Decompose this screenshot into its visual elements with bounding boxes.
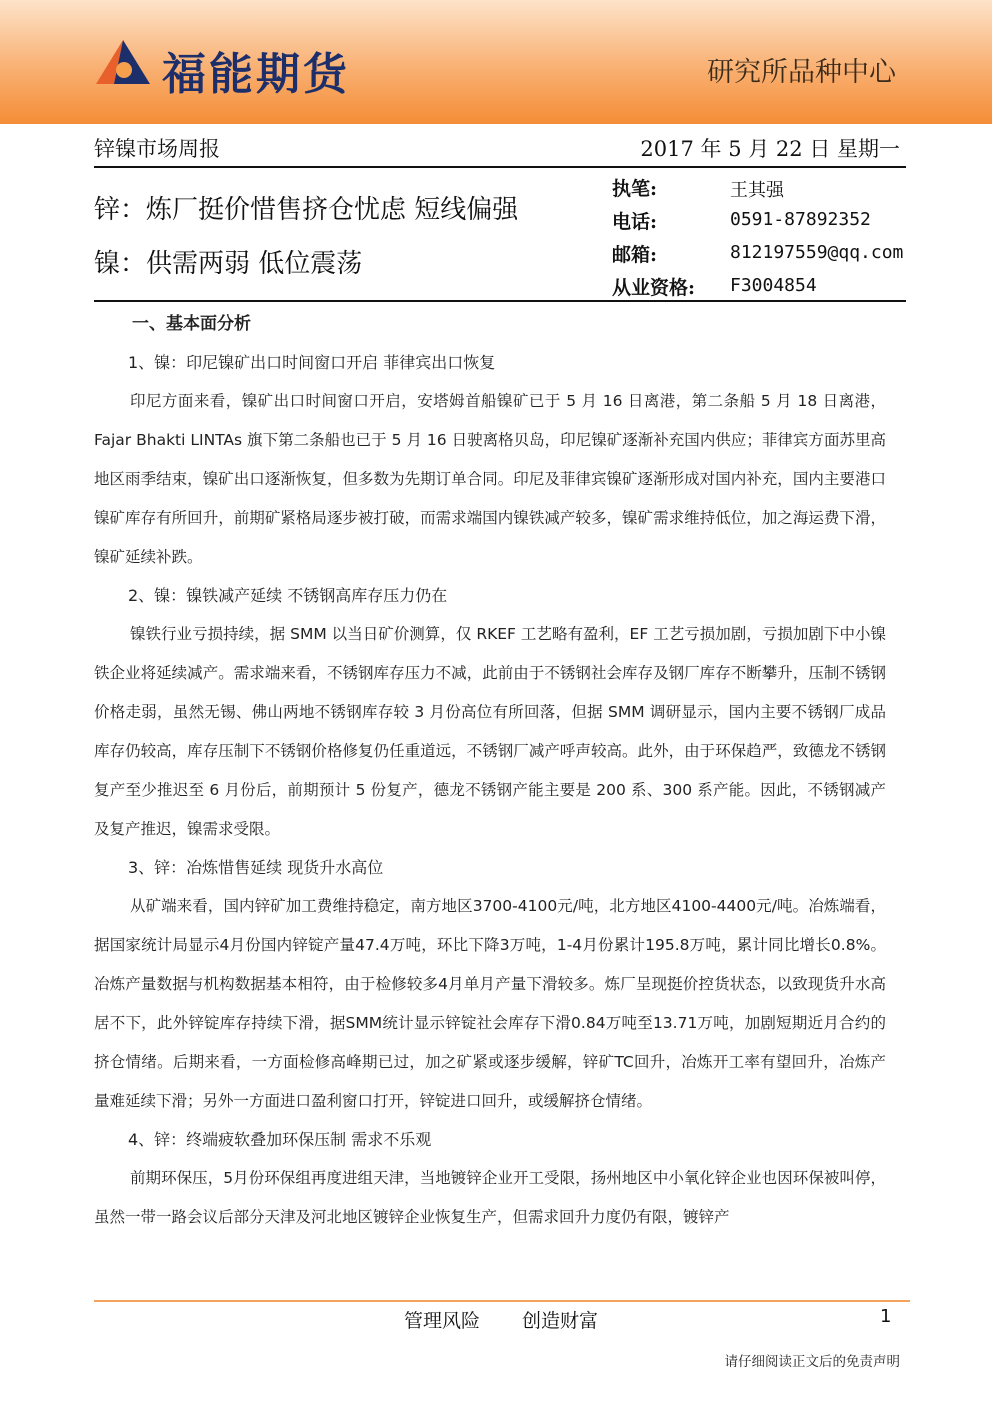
subsection-title: 1、镍：印尼镍矿出口时间窗口开启 菲律宾出口恢复 [128,353,496,372]
author-row-phone [612,205,906,238]
headlines [94,188,594,296]
department-name: 研究所品种中心 [707,57,896,88]
email-value: 812197559@qq.com [730,242,904,263]
author-value: 王其强 [730,180,784,201]
divider-bottom [94,300,906,302]
page-number: 1 [880,1306,892,1327]
footer-motto: 管理风险 创造财富 [404,1310,599,1332]
email-label: 邮箱: [612,244,658,266]
report-date: 2017 年 5 月 22 日 星期一 [640,137,900,161]
report-title: 锌镍市场周报 [94,137,220,161]
license-label: 从业资格: [612,277,696,299]
paragraph: 前期环保压，5月份环保组再度进组天津，当地镀锌企业开工受限，扬州地区中小氧化锌企业也因环保被叫停，虽然一带一路会议后部分天津及河北地区镀锌企业恢复生产，但需求回升力度仍有限，镀锌产 [94,1169,886,1226]
phone-value: 0591-87892352 [730,209,871,230]
author-label: 执笔: [612,178,658,200]
company-logo-icon [94,38,152,86]
report-body [94,308,886,1237]
author-row-email [612,238,906,271]
header-banner [0,0,992,124]
divider-top [94,166,906,168]
author-info [612,172,906,304]
paragraph: 从矿端来看，国内锌矿加工费维持稳定，南方地区3700-4100元/吨，北方地区4100-4400元/吨。冶炼端看，据国家统计局显示4月份国内锌锭产量47.4万吨，环比下降3万吨，1-4月份累计195.8万吨，累计同比增长0.8%。冶炼产量数据与机构数据基本相符，由于检修较多4月单月产量下滑较多。炼厂呈现挺价控货状态，以致现货升水高居不下，此外锌锭库存持续下滑，据SMM统计显示锌锭社会库存下滑0.84万吨至13.71万吨，加剧短期近月合约的挤仓情绪。后期来看，一方面检修高峰期已过，加之矿紧或逐步缓解，锌矿TC回升，冶炼开工率有望回升，冶炼产量难延续下滑；另外一方面进口盈利窗口打开，锌锭进口回升，或缓解挤仓情绪。 [94,897,886,1110]
headline-nickel: 镍：供需两弱 低位震荡 [94,249,363,279]
paragraph: 印尼方面来看，镍矿出口时间窗口开启，安塔姆首船镍矿已于 5 月 16 日离港，第二条船 5 月 18 日离港，Fajar Bhakti LINTAs 旗下第二条船也已于 5 月 16 日驶离格贝岛，印尼镍矿逐渐补充国内供应；菲律宾方面苏里高地区雨季结束，镍矿出口逐渐恢复，但多数为先期订单合同。印尼及菲律宾镍矿逐渐形成对国内补充，国内主要港口镍矿库存有所回升，前期矿紧格局逐步被打破，而需求端国内镍铁减产较多，镍矿需求维持低位，加之海运费下滑，镍矿延续补跌。 [94,392,886,566]
subsection-title: 4、锌：终端疲软叠加环保压制 需求不乐观 [128,1130,432,1149]
disclaimer-note: 请仔细阅读正文后的免责声明 [724,1354,900,1370]
headline-zinc: 锌：炼厂挺价惜售挤仓忧虑 短线偏强 [94,195,519,225]
author-row-writer [612,172,906,205]
license-value: F3004854 [730,275,817,296]
subsection-title: 3、锌：冶炼惜售延续 现货升水高位 [128,858,384,877]
report-info-row [94,130,900,162]
footer-divider [94,1300,910,1302]
company-name: 福能期货 [162,49,350,100]
paragraph: 镍铁行业亏损持续，据 SMM 以当日矿价测算，仅 RKEF 工艺略有盈利，EF 工艺亏损加剧，亏损加剧下中小镍铁企业将延续减产。需求端来看，不锈钢库存压力不减，此前由于不锈钢社会库存及钢厂库存不断攀升，压制不锈钢价格走弱，虽然无锡、佛山两地不锈钢库存较 3 月份高位有所回落，但据 SMM 调研显示，国内主要不锈钢厂成品库存仍较高，库存压制下不锈钢价格修复仍任重道远，不锈钢厂减产呼声较高。此外，由于环保趋严，致德龙不锈钢复产至少推迟至 6 月份后，前期预计 5 份复产，德龙不锈钢产能主要是 200 系、300 系产能。因此，不锈钢减产及复产推迟，镍需求受限。 [94,625,886,838]
subsection-title: 2、镍：镍铁减产延续 不锈钢高库存压力仍在 [128,586,448,605]
phone-label: 电话: [612,211,658,233]
section-title: 一、基本面分析 [132,314,251,334]
